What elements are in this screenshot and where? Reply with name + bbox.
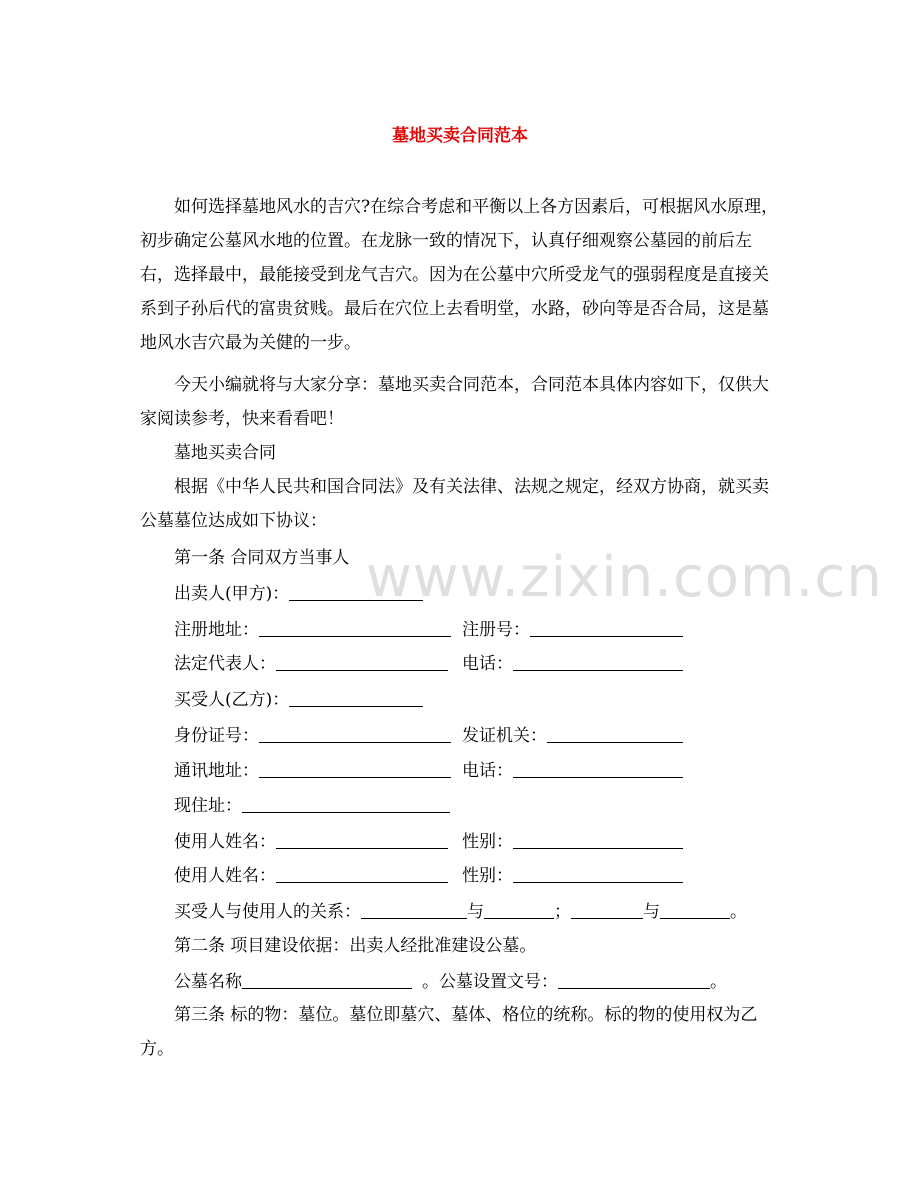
gender-blank-2 (513, 866, 683, 883)
user-name-row-2 (174, 864, 448, 888)
document-title: 墓地买卖合同范本 (392, 126, 528, 146)
user-name-label-1: 使用人姓名： (174, 832, 276, 852)
basis-paragraph: 根据《中华人民共和国合同法》及有关法律、法规之规定，经双方协商，就买卖公墓墓位达成如下协议： (140, 477, 769, 531)
buyer-blank (289, 690, 423, 707)
seller-label: 出卖人(甲方)： (174, 584, 290, 604)
current-address-row (174, 794, 450, 818)
relation-end: 。 (730, 902, 747, 922)
user-name-label-2: 使用人姓名： (174, 866, 276, 886)
phone-row-2 (462, 759, 683, 783)
phone-label-1: 电话： (462, 654, 513, 674)
gender-row-2 (462, 864, 683, 888)
phone-blank-2 (513, 761, 683, 778)
phone-label-2: 电话： (462, 761, 513, 781)
reg-address-label: 注册地址： (174, 620, 259, 640)
legal-rep-row (174, 652, 448, 676)
issuing-authority-label: 发证机关： (462, 726, 547, 746)
reg-number-label: 注册号： (462, 620, 530, 640)
reg-address-blank (259, 620, 451, 637)
relation-blank-3 (571, 902, 643, 919)
relation-blank-4 (660, 902, 730, 919)
issuing-authority-blank (547, 726, 683, 743)
relation-row (174, 900, 747, 924)
cemetery-doc-blank (558, 972, 710, 989)
buyer-label: 买受人(乙方)： (174, 690, 290, 710)
id-number-row (174, 724, 451, 748)
cemetery-row (174, 970, 727, 994)
mail-address-label: 通讯地址： (174, 761, 259, 781)
gender-label-1: 性别： (462, 832, 513, 852)
gender-blank-1 (513, 832, 683, 849)
relation-blank-2 (484, 902, 554, 919)
contract-heading: 墓地买卖合同 (174, 443, 276, 463)
intro-paragraph: 如何选择墓地风水的吉穴?在综合考虑和平衡以上各方因素后，可根据风水原理，初步确定公墓风水地的位置。在龙脉一致的情况下，认真仔细观察公墓园的前后左右，选择最中，最能接受到龙气吉穴。因为在公墓中穴所受龙气的强弱程度是直接关系到子孙后代的富贵贫贱。最后在穴位上去看明堂，水路，砂向等是否合局，这是墓地风水吉穴最为关健的一步。 (140, 197, 779, 353)
current-address-label: 现住址： (174, 796, 242, 816)
buyer-row (174, 688, 423, 712)
gender-label-2: 性别： (462, 866, 513, 886)
reg-number-row (462, 618, 683, 642)
current-address-blank (242, 796, 450, 813)
cemetery-name-blank (242, 972, 412, 989)
legal-rep-blank (276, 654, 448, 671)
cemetery-doc-end: 。 (710, 972, 727, 992)
article-3: 第三条 标的物：墓位。墓位即墓穴、墓体、格位的统称。标的物的使用权为乙方。 (140, 1005, 758, 1059)
user-name-blank-1 (276, 832, 448, 849)
relation-separator: ； (554, 902, 571, 922)
share-paragraph: 今天小编就将与大家分享：墓地买卖合同范本，合同范本具体内容如下，仅供大家阅读参考，快来看看吧！ (140, 375, 769, 429)
user-name-blank-2 (276, 866, 448, 883)
watermark: www.zixin.com.cn (366, 545, 883, 610)
user-name-row-1 (174, 830, 448, 854)
relation-and-1: 与 (467, 902, 484, 922)
id-number-label: 身份证号： (174, 726, 259, 746)
cemetery-name-label: 公墓名称 (174, 972, 242, 992)
cemetery-doc-label: 。公墓设置文号： (422, 972, 558, 992)
legal-rep-label: 法定代表人： (174, 654, 276, 674)
relation-blank-1 (361, 902, 467, 919)
reg-address-row (174, 618, 451, 642)
relation-label: 买受人与使用人的关系： (174, 902, 361, 922)
reg-number-blank (530, 620, 683, 637)
mail-address-row (174, 759, 451, 783)
relation-and-2: 与 (643, 902, 660, 922)
article-2: 第二条 项目建设依据：出卖人经批准建设公墓。 (174, 936, 537, 956)
mail-address-blank (259, 761, 451, 778)
phone-blank-1 (513, 654, 683, 671)
gender-row-1 (462, 830, 683, 854)
id-number-blank (259, 726, 451, 743)
phone-row-1 (462, 652, 683, 676)
issuing-authority-row (462, 724, 683, 748)
article-1: 第一条 合同双方当事人 (174, 548, 350, 568)
